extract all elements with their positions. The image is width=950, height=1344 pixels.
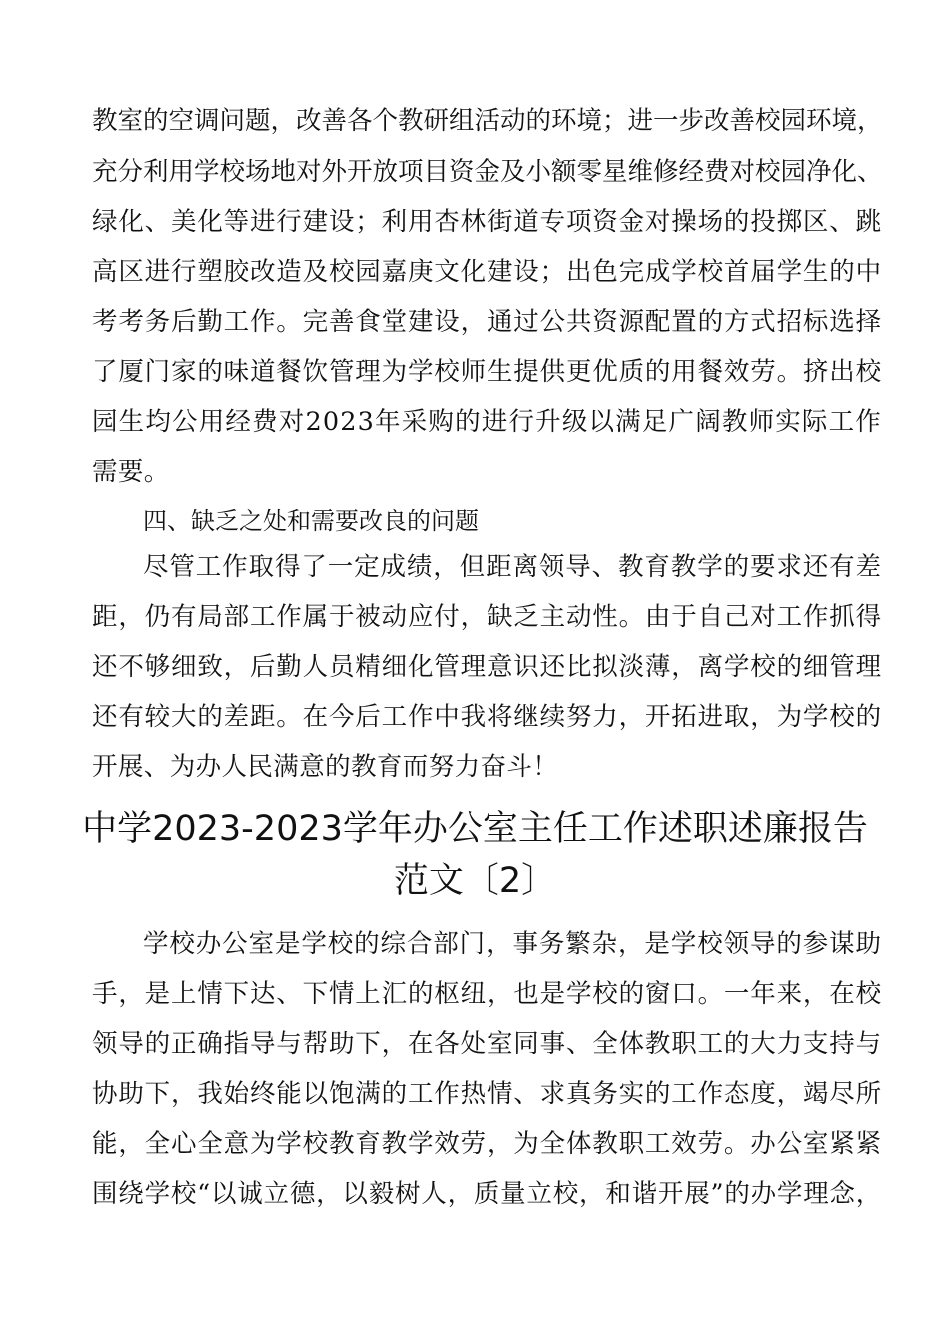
paragraph-line: 学校办公室是学校的综合部门，事务繁杂，是学校领导的参谋助 <box>143 929 882 959</box>
document-title: 中学2023-2023学年办公室主任工作述职述廉报告 <box>82 809 868 849</box>
paragraph-line: 围绕学校“以诚立德，以毅树人，质量立校，和谐开展”的办学理念， <box>92 1179 883 1209</box>
paragraph-line: 需要。 <box>92 457 170 487</box>
paragraph-line: 园生均公用经费对2023年采购的进行升级以满足广阔教师实际工作 <box>92 407 882 437</box>
section-heading: 四、缺乏之处和需要改良的问题 <box>143 507 479 535</box>
paragraph-line: 协助下，我始终能以饱满的工作热情、求真务实的工作态度，竭尽所 <box>92 1079 882 1109</box>
paragraph-line: 充分利用学校场地对外开放项目资金及小额零星维修经费对校园净化、 <box>92 157 883 187</box>
paragraph-line: 能，全心全意为学校教育教学效劳，为全体教职工效劳。办公室紧紧 <box>92 1129 882 1159</box>
paragraph-line: 了厦门家的味道餐饮管理为学校师生提供更优质的用餐效劳。挤出校 <box>92 357 882 387</box>
paragraph-line: 考考务后勤工作。完善食堂建设，通过公共资源配置的方式招标选择 <box>92 307 882 337</box>
document-title-sub: 范文〔2〕 <box>393 861 557 901</box>
paragraph-line: 教室的空调问题，改善各个教研组活动的环境；进一步改善校园环境， <box>92 106 883 136</box>
paragraph-line: 开展、为办人民满意的教育而努力奋斗！ <box>92 752 559 782</box>
paragraph-line: 领导的正确指导与帮助下，在各处室同事、全体教职工的大力支持与 <box>92 1029 882 1059</box>
paragraph-line: 还不够细致，后勤人员精细化管理意识还比拟淡薄，离学校的细管理 <box>92 652 882 682</box>
paragraph-line: 距，仍有局部工作属于被动应付，缺乏主动性。由于自己对工作抓得 <box>92 602 882 632</box>
paragraph-line: 尽管工作取得了一定成绩，但距离领导、教育教学的要求还有差 <box>143 552 882 582</box>
paragraph-line: 还有较大的差距。在今后工作中我将继续努力，开拓进取，为学校的 <box>92 702 882 732</box>
paragraph-line: 绿化、美化等进行建设；利用杏林街道专项资金对操场的投掷区、跳 <box>92 207 882 237</box>
paragraph-line: 高区进行塑胶改造及校园嘉庚文化建设；出色完成学校首届学生的中 <box>92 257 882 287</box>
paragraph-line: 手，是上情下达、下情上汇的枢纽，也是学校的窗口。一年来，在校 <box>92 979 882 1009</box>
